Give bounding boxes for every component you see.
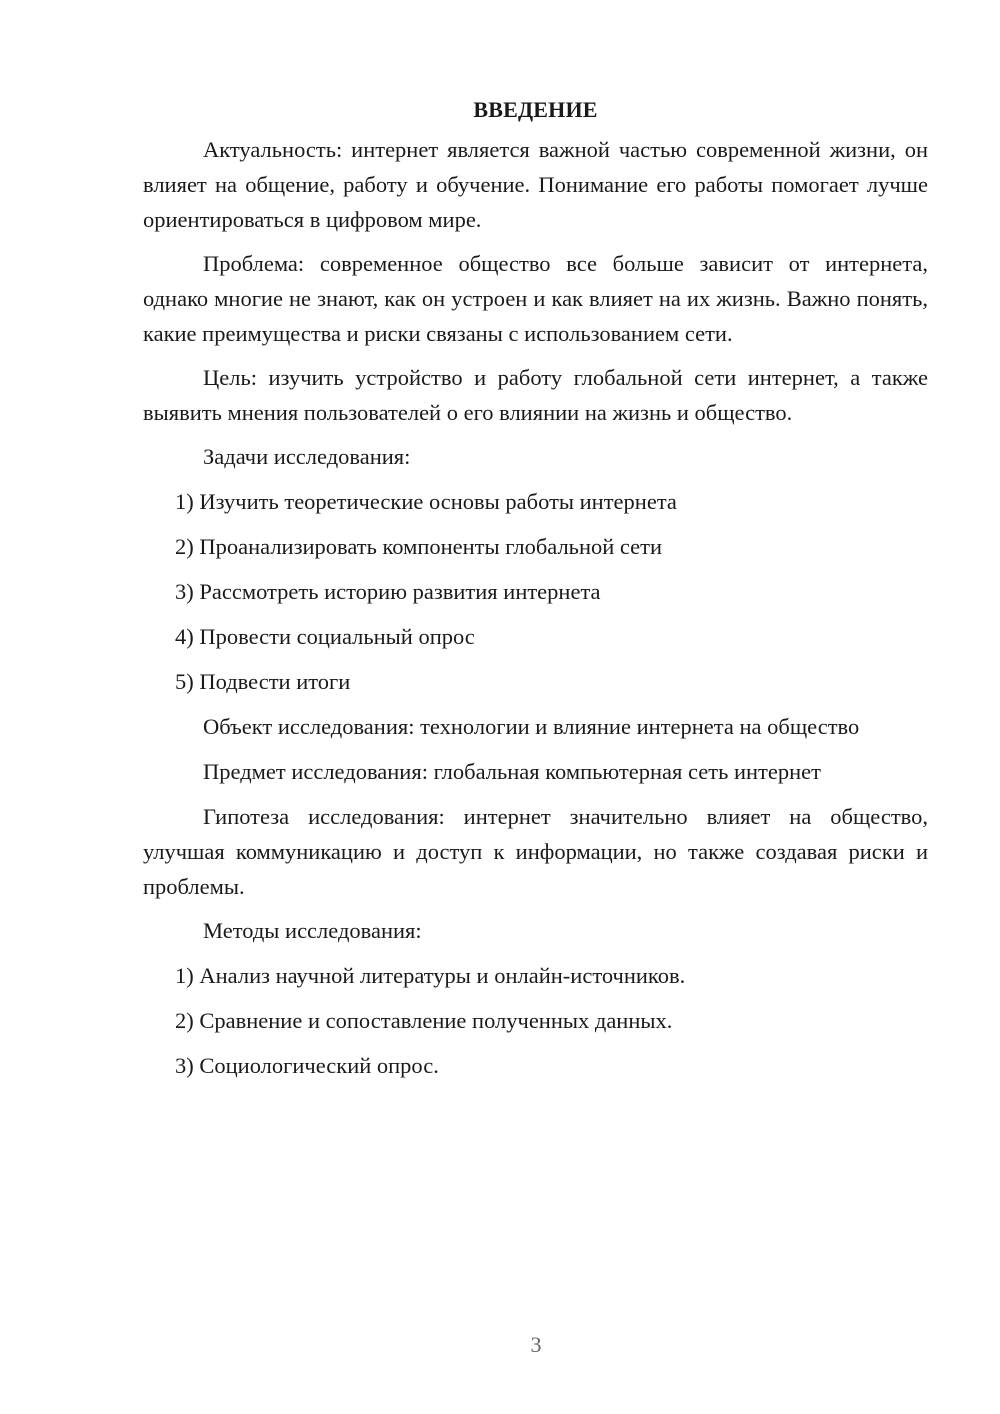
methods-list [143,958,928,1083]
tasks-list [143,484,928,699]
relevance-paragraph: Актуальность: интернет является важной частью современной жизни, он влияет на общение, работу и обучение. Понимание его работы помогает лучше ориентироваться в цифровом мире. [143,137,928,232]
list-item: 2) Сравнение и сопоставление полученных данных. [175,1008,673,1033]
methods-heading: Методы исследования: [203,918,422,943]
document-page [143,92,928,1093]
list-item: 1) Анализ научной литературы и онлайн-источников. [175,963,686,988]
list-item: 5) Подвести итоги [175,669,351,694]
list-item: 4) Провести социальный опрос [175,624,475,649]
goal-paragraph: Цель: изучить устройство и работу глобальной сети интернет, а также выявить мнения пользователей о его влиянии на жизнь и общество. [143,365,928,425]
list-item: 3) Рассмотреть историю развития интернета [175,579,601,604]
list-item: 2) Проанализировать компоненты глобальной сети [175,534,663,559]
list-item: 3) Социологический опрос. [175,1053,439,1078]
problem-paragraph: Проблема: современное общество все больше зависит от интернета, однако многие не знают, как он устроен и как влияет на их жизнь. Важно понять, какие преимущества и риски связаны с использованием сети. [143,251,928,346]
subject-line: Предмет исследования: глобальная компьютерная сеть интернет [203,759,821,784]
object-line: Объект исследования: технологии и влияние интернета на общество [203,714,860,739]
page-title: ВВЕДЕНИЕ [473,97,598,122]
hypothesis-paragraph: Гипотеза исследования: интернет значительно влияет на общество, улучшая коммуникацию и доступ к информации, но также создавая риски и проблемы. [143,804,928,899]
page-number: 3 [530,1332,542,1357]
tasks-heading: Задачи исследования: [203,444,411,469]
list-item: 1) Изучить теоретические основы работы интернета [175,489,677,514]
